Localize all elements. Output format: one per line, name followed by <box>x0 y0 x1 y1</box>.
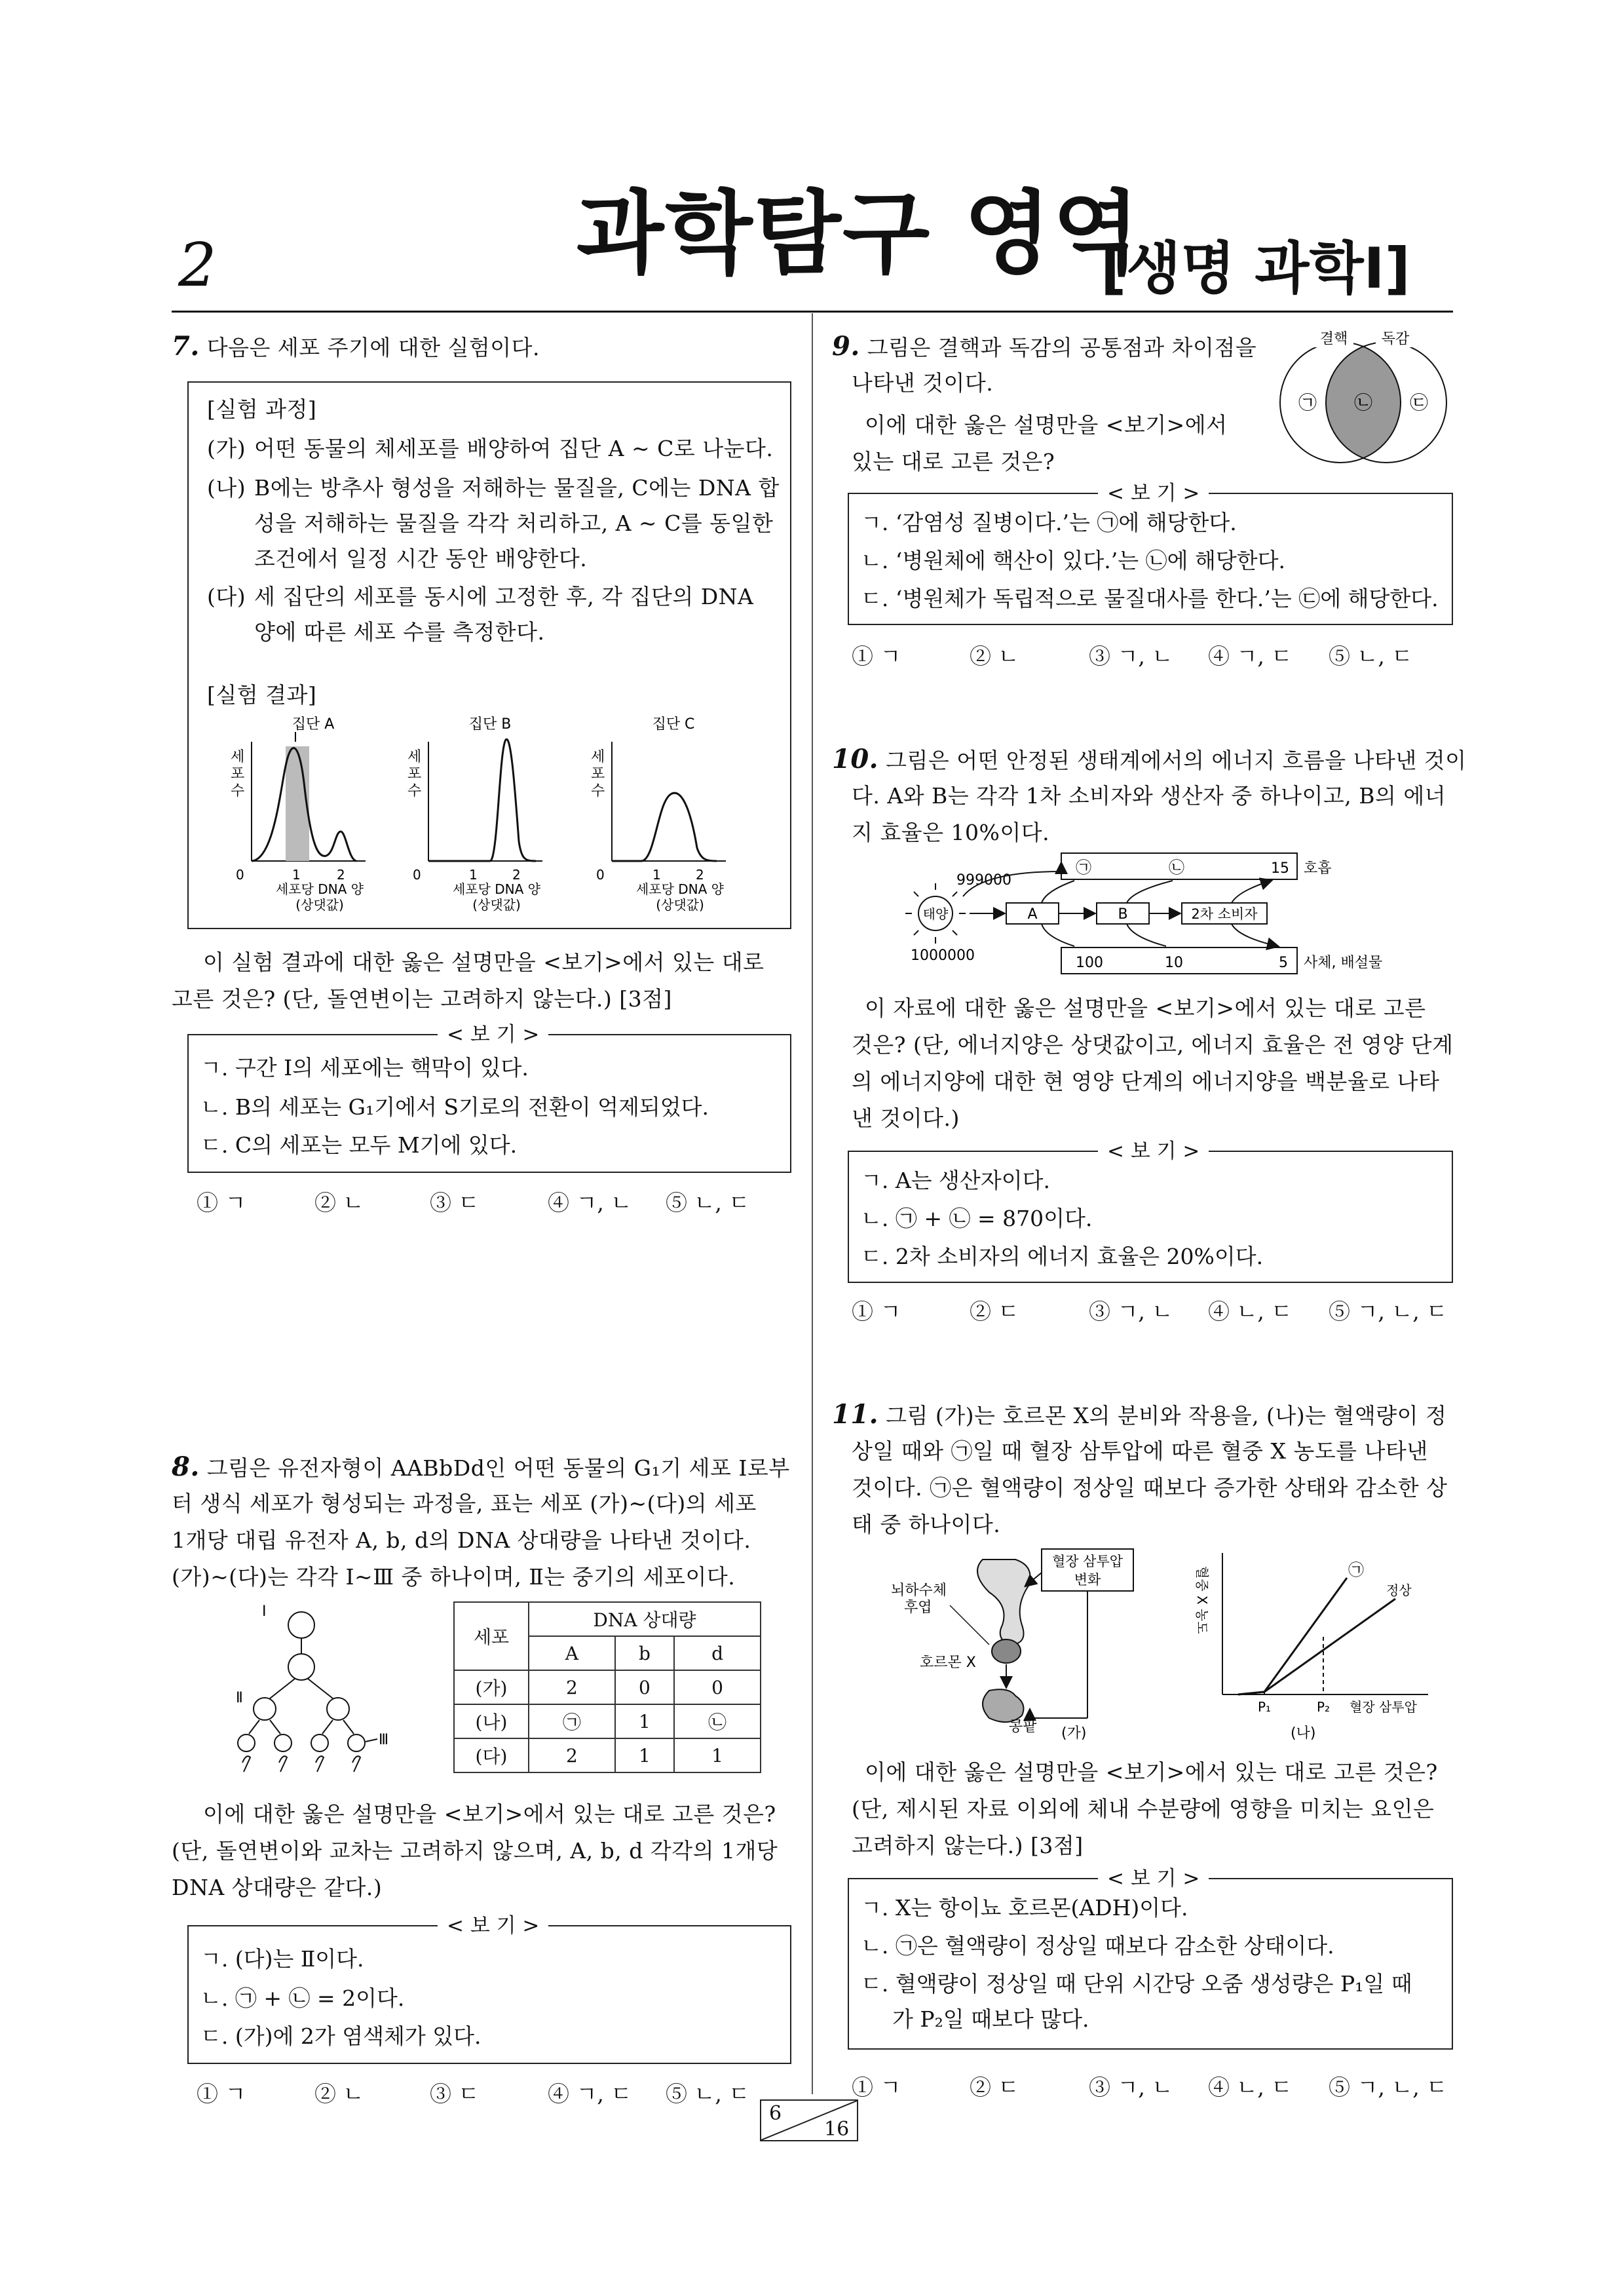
q10-stem-1 <box>832 740 1466 779</box>
q8-stem-3: 1개당 대립 유전자 A, b, d의 DNA 상대량을 나타낸 것이다. <box>172 1527 751 1553</box>
q10-sun-bottom-value: 1000000 <box>911 947 975 964</box>
q10-number: 10. <box>832 744 879 775</box>
q8-cell-value: 1 <box>615 1738 674 1772</box>
q11-kidney-shape <box>983 1689 1023 1722</box>
q7-experiment-box <box>187 381 791 929</box>
q11-graph-na <box>1179 1546 1454 1743</box>
q9-venn-v3: ㉢ <box>1409 392 1429 413</box>
q11-p1-label: P₁ <box>1258 1699 1272 1715</box>
q7-graph-a <box>231 716 366 913</box>
q9-venn-v2: ㉡ <box>1353 392 1373 413</box>
q7-graph-c-ylabel-2: 포 <box>591 766 605 782</box>
q7-stem <box>172 328 540 366</box>
q8-choice-2[interactable]: ② ㄴ <box>314 2081 364 2107</box>
q7-bogi-1: ㄱ. 구간 Ⅰ의 세포에는 핵막이 있다. <box>200 1055 529 1081</box>
q11-bogi-box <box>848 1867 1453 2050</box>
q9-venn-label-right: 독감 <box>1381 331 1410 347</box>
q7-graph-b-tick-0: 0 <box>413 867 421 883</box>
q8-row-label: (다) <box>454 1738 529 1772</box>
q11-curve-normal <box>1238 1599 1395 1694</box>
q10-question-4: 낸 것이다.) <box>852 1105 960 1131</box>
q7-graph-a-ylabel-1: 세 <box>231 749 245 765</box>
q8-cell-value: 0 <box>674 1670 761 1704</box>
q7-proc-title: [실험 과정] <box>207 396 317 422</box>
q10-dead-2: 10 <box>1165 955 1183 971</box>
q8-cell-value: ㉡ <box>674 1704 761 1738</box>
q10-node-A-label: A <box>1027 906 1038 923</box>
q11-stem-1-text: 그림 (가)는 호르몬 X의 분비와 작용을, (나)는 혈액량이 정 <box>886 1403 1447 1428</box>
q10-resp-1: ㉠ <box>1076 858 1091 877</box>
q11-stem-3: 것이다. ㉠은 혈액량이 정상일 때보다 증가한 상태와 감소한 상 <box>852 1475 1448 1501</box>
q8-cell-value: 1 <box>674 1738 761 1772</box>
q9-venn-v1: ㉠ <box>1298 392 1317 413</box>
q7-proc-na-2: 성을 저해하는 물질을 각각 처리하고, A ~ C를 동일한 <box>254 510 774 536</box>
q8-label-III: Ⅲ <box>379 1732 389 1748</box>
q9-venn-diagram <box>1268 321 1458 472</box>
q11-graph-ylabel: 혈중 X 농도 <box>1194 1566 1210 1634</box>
q9-question-1: 이에 대한 옳은 설명만을 <보기>에서 <box>865 412 1228 438</box>
q11-figure-ga-label: (가) <box>1061 1725 1087 1742</box>
q7-proc-da-label: (다) <box>207 584 246 609</box>
q8-cell-I <box>288 1612 314 1638</box>
q11-bogi-1: ㄱ. X는 항이뇨 호르몬(ADH)이다. <box>861 1895 1188 1921</box>
q11-pituitary-label-2: 후엽 <box>904 1599 932 1616</box>
q7-graph-b-tick-1: 1 <box>469 867 478 883</box>
q7-proc-na-1: B에는 방추사 형성을 저해하는 물질을, C에는 DNA 합 <box>254 475 780 501</box>
column-divider <box>812 313 813 2094</box>
q11-stem-2: 상일 때와 ㉠일 때 혈장 삼투압에 따른 혈중 X 농도를 나타낸 <box>852 1438 1428 1464</box>
q10-sun-label: 태양 <box>922 906 949 922</box>
q7-graph-c-ylabel-3: 수 <box>591 783 605 799</box>
q7-graph-a-ylabel-3: 수 <box>231 783 245 799</box>
q8-cell-division-figure <box>223 1599 419 1776</box>
q7-graph-a-tick-0: 0 <box>236 867 244 883</box>
q7-choice-1[interactable]: ① ㄱ <box>197 1190 246 1215</box>
q7-proc-da-2: 양에 따른 세포 수를 측정한다. <box>254 619 545 645</box>
q11-p2-label: P₂ <box>1317 1699 1331 1715</box>
q7-graph-c-xunit: (상댓값) <box>656 897 704 913</box>
q7-graph-b-curve <box>428 739 536 861</box>
q7-graph-c-xlabel: 세포당 DNA 양 <box>635 881 725 897</box>
q10-resp-2: ㉡ <box>1169 858 1184 877</box>
footer-total: 16 <box>824 2118 850 2141</box>
q10-question-1: 이 자료에 대한 옳은 설명만을 <보기>에서 있는 대로 고른 <box>865 995 1426 1021</box>
q9-stem-1 <box>832 328 1256 366</box>
q7-graph-c-curve <box>612 793 717 861</box>
q7-graph-a-interval-label: Ⅰ <box>293 729 297 745</box>
q7-graph-b <box>407 716 542 913</box>
q7-question-1: 이 실험 결과에 대한 옳은 설명만을 <보기>에서 있는 대로 <box>203 949 765 975</box>
q7-proc-da-1: 세 집단의 세포를 동시에 고정한 후, 각 집단의 DNA <box>254 584 754 609</box>
q7-result-title: [실험 결과] <box>207 682 317 708</box>
q8-choice-3[interactable]: ③ ㄷ <box>430 2081 480 2107</box>
q10-stem-2: 다. A와 B는 각각 1차 소비자와 생산자 중 하나이고, B의 에너 <box>852 783 1446 809</box>
q7-graph-b-ylabel-3: 수 <box>407 783 422 799</box>
q9-choice-3[interactable]: ③ ㄱ, ㄴ <box>1089 643 1173 669</box>
q7-choice-2[interactable]: ② ㄴ <box>314 1190 364 1215</box>
q8-bogi-3: ㄷ. (가)에 2가 염색체가 있다. <box>200 2023 482 2049</box>
q10-bogi-3: ㄷ. 2차 소비자의 에너지 효율은 20%이다. <box>861 1244 1264 1269</box>
q10-sun <box>905 883 966 944</box>
q9-bogi-box <box>848 482 1453 625</box>
q11-question-2: (단, 제시된 자료 이외에 체내 수분량에 영향을 미치는 요인은 <box>852 1796 1435 1822</box>
q8-bogi-2: ㄴ. ㉠ + ㉡ = 2이다. <box>200 1985 405 2011</box>
q10-resp-3: 15 <box>1271 860 1289 877</box>
q11-question-3: 고려하지 않는다.) [3점] <box>852 1833 1084 1858</box>
q7-graph-b-xlabel: 세포당 DNA 양 <box>452 881 541 897</box>
q8-table-header-dna: DNA 상대량 <box>529 1602 761 1636</box>
q10-choice-4[interactable]: ④ ㄴ, ㄷ <box>1208 1299 1293 1324</box>
q9-stem-2: 나타낸 것이다. <box>852 370 994 396</box>
q11-choice-2[interactable]: ② ㄷ <box>970 2075 1019 2100</box>
q7-graph-c <box>591 716 726 913</box>
q7-bogi-2: ㄴ. B의 세포는 G₁기에서 S기로의 전환이 억제되었다. <box>200 1094 709 1120</box>
q8-cell-middle <box>288 1654 314 1680</box>
q8-label-II: Ⅱ <box>236 1690 243 1706</box>
q9-bogi-1: ㄱ. ‘감염성 질병이다.’는 ㉠에 해당한다. <box>861 510 1237 535</box>
q7-bogi-3: ㄷ. C의 세포는 모두 M기에 있다. <box>200 1132 518 1158</box>
q11-graph-xlabel: 혈장 삼투압 <box>1350 1699 1417 1715</box>
q8-cell-value: 1 <box>615 1704 674 1738</box>
q9-bogi-2: ㄴ. ‘병원체에 핵산이 있다.’는 ㉡에 해당한다. <box>861 548 1285 573</box>
q8-stem-1-text: 그림은 유전자형이 AABbDd인 어떤 동물의 G₁기 세포 Ⅰ로부 <box>206 1455 790 1481</box>
q7-graph-c-ylabel-1: 세 <box>591 749 605 765</box>
q8-number: 8. <box>172 1451 200 1482</box>
q10-stem-1-text: 그림은 어떤 안정된 생태계에서의 에너지 흐름을 나타낸 것이 <box>886 748 1467 773</box>
q8-choice-5[interactable]: ⑤ ㄴ, ㄷ <box>666 2081 750 2107</box>
q7-bogi-title: < 보 기 > <box>438 1022 548 1048</box>
q8-cell-value: 0 <box>615 1670 674 1704</box>
q11-hormone-label: 호르몬 X <box>920 1655 976 1671</box>
q7-choice-5[interactable]: ⑤ ㄴ, ㄷ <box>666 1190 750 1215</box>
q7-graph-c-tick-0: 0 <box>596 867 605 883</box>
q10-resp-label: 호흡 <box>1304 860 1332 877</box>
q8-question-1: 이에 대한 옳은 설명만을 <보기>에서 있는 대로 고른 것은? <box>203 1801 776 1827</box>
q10-stem-3: 지 효율은 10%이다. <box>852 820 1050 845</box>
q7-graph-c-tick-1: 1 <box>652 867 661 883</box>
q10-sun-top-value: 999000 <box>956 872 1011 889</box>
q10-node-B-label: B <box>1118 906 1128 923</box>
header-rule <box>172 311 1453 313</box>
q10-bogi-2: ㄴ. ㉠ + ㉡ = 870이다. <box>861 1206 1093 1231</box>
q7-proc-ga-label: (가) <box>207 436 246 461</box>
q9-choice-5[interactable]: ⑤ ㄴ, ㄷ <box>1329 643 1413 669</box>
q9-number: 9. <box>832 331 860 362</box>
q8-table-row <box>454 1670 761 1704</box>
q11-curve-abnormal <box>1238 1578 1347 1694</box>
q8-gametes <box>242 1756 360 1772</box>
subject-title: [생명 과학Ⅰ] <box>1101 236 1410 301</box>
q7-graph-b-ylabel-1: 세 <box>407 749 422 765</box>
q11-kidney-label: 콩팥 <box>1009 1719 1037 1735</box>
q7-graph-a-title: 집단 A <box>292 716 335 733</box>
q7-graph-a-xunit: (상댓값) <box>295 897 344 913</box>
q8-row-label: (나) <box>454 1704 529 1738</box>
q8-table-col-d: d <box>674 1636 761 1670</box>
q11-number: 11. <box>832 1399 879 1430</box>
q11-hypothalamus-shape <box>977 1559 1030 1645</box>
q8-stem-2: 터 생식 세포가 형성되는 과정을, 표는 세포 (가)~(다)의 세포 <box>172 1491 757 1516</box>
q10-bogi-1: ㄱ. A는 생산자이다. <box>861 1168 1050 1193</box>
q10-choice-3[interactable]: ③ ㄱ, ㄴ <box>1089 1299 1173 1324</box>
q8-table-row <box>454 1704 761 1738</box>
q8-bogi-box <box>187 1914 791 2064</box>
q11-choice-4[interactable]: ④ ㄴ, ㄷ <box>1208 2075 1293 2100</box>
q7-question-2: 고른 것은? (단, 돌연변이는 고려하지 않는다.) [3점] <box>172 986 672 1012</box>
q8-row-label: (가) <box>454 1670 529 1704</box>
q7-number: 7. <box>172 331 200 362</box>
q9-bogi-3: ㄷ. ‘병원체가 독립적으로 물질대사를 한다.’는 ㉢에 해당한다. <box>861 586 1439 611</box>
q10-dead-label: 사체, 배설물 <box>1304 955 1383 971</box>
page-title: 과학탐구 영역 <box>576 181 1141 286</box>
q7-graph-b-ylabel-2: 포 <box>407 766 422 782</box>
q11-curve-abnormal-label: ㉠ <box>1348 1561 1364 1579</box>
q11-bogi-3-2: 가 P₂일 때보다 많다. <box>892 2006 1089 2032</box>
page-number: 2 <box>178 230 217 300</box>
q8-cell-value: 2 <box>529 1670 615 1704</box>
q7-graph-b-xunit: (상댓값) <box>472 897 521 913</box>
q11-stem-1 <box>832 1396 1446 1434</box>
q7-stem-text: 다음은 세포 주기에 대한 실험이다. <box>206 335 540 360</box>
q7-graph-a-ylabel-2: 포 <box>231 766 245 782</box>
q10-bogi-title: < 보 기 > <box>1098 1138 1209 1164</box>
q7-graph-a-xlabel: 세포당 DNA 양 <box>275 881 364 897</box>
q7-graph-a-tick-2: 2 <box>337 867 345 883</box>
q7-graph-a-tick-1: 1 <box>292 867 301 883</box>
q7-graph-b-tick-2: 2 <box>512 867 521 883</box>
q8-stem-4: (가)~(다)는 각각 Ⅰ~Ⅲ 중 하나이며, Ⅱ는 중기의 세포이다. <box>172 1564 736 1590</box>
q11-pituitary-label-1: 뇌하수체 <box>891 1582 947 1599</box>
q8-bogi-1: ㄱ. (다)는 Ⅱ이다. <box>200 1946 364 1972</box>
q7-proc-na-label: (나) <box>207 475 246 501</box>
q8-label-I: Ⅰ <box>262 1603 267 1620</box>
q11-question-1: 이에 대한 옳은 설명만을 <보기>에서 있는 대로 고른 것은? <box>865 1759 1438 1785</box>
q7-choice-4[interactable]: ④ ㄱ, ㄴ <box>548 1190 632 1215</box>
q9-question-2: 있는 대로 고른 것은? <box>852 449 1055 474</box>
q8-stem-1 <box>172 1448 790 1487</box>
q11-bogi-3-1: ㄷ. 혈액량이 정상일 때 단위 시간당 오줌 생성량은 P₁일 때 <box>861 1971 1412 1997</box>
q8-cell-III <box>348 1734 365 1751</box>
q8-bogi-title: < 보 기 > <box>438 1913 548 1939</box>
q8-table-col-b: b <box>615 1636 674 1670</box>
q8-choice-4[interactable]: ④ ㄱ, ㄷ <box>548 2081 632 2107</box>
q11-stem-4: 태 중 하나이다. <box>852 1512 1001 1537</box>
q11-choice-1[interactable]: ① ㄱ <box>852 2075 901 2100</box>
q10-choice-5[interactable]: ⑤ ㄱ, ㄴ, ㄷ <box>1329 1299 1448 1324</box>
q7-graph-c-title: 집단 C <box>652 716 695 733</box>
q8-choice-1[interactable]: ① ㄱ <box>197 2081 246 2107</box>
q11-osmotic-label-2: 변화 <box>1074 1572 1101 1588</box>
q11-osmotic-label-1: 혈장 삼투압 <box>1051 1554 1124 1569</box>
q8-question-2: (단, 돌연변이와 교차는 고려하지 않으며, A, b, d 각각의 1개당 <box>172 1838 778 1864</box>
q10-energy-flow-diagram <box>904 852 1428 976</box>
q9-venn-label-left: 결핵 <box>1319 331 1348 347</box>
q10-bogi-box <box>848 1139 1453 1283</box>
q11-figure-ga <box>878 1546 1153 1743</box>
q7-graph-c-tick-2: 2 <box>696 867 704 883</box>
q11-bogi-2: ㄴ. ㉠은 혈액량이 정상일 때보다 감소한 상태이다. <box>861 1933 1334 1959</box>
q10-node-2nd-label: 2차 소비자 <box>1191 906 1258 922</box>
q10-dead-3: 5 <box>1279 955 1288 971</box>
q11-choice-3[interactable]: ③ ㄱ, ㄴ <box>1089 2075 1173 2100</box>
q7-proc-ga: 어떤 동물의 체세포를 배양하여 집단 A ~ C로 나눈다. <box>254 436 774 461</box>
q9-choice-1[interactable]: ① ㄱ <box>852 643 901 669</box>
q8-cell-II <box>254 1698 276 1720</box>
q9-bogi-title: < 보 기 > <box>1098 480 1209 507</box>
q11-choice-5[interactable]: ⑤ ㄱ, ㄴ, ㄷ <box>1329 2075 1448 2100</box>
q9-stem-1-text: 그림은 결핵과 독감의 공통점과 차이점을 <box>867 335 1257 360</box>
q8-table-col-A: A <box>529 1636 615 1670</box>
q10-question-2: 것은? (단, 에너지양은 상댓값이고, 에너지 효율은 전 영양 단계 <box>852 1032 1454 1058</box>
q8-cell-value: 2 <box>529 1738 615 1772</box>
q7-proc-na-3: 조건에서 일정 시간 동안 배양한다. <box>254 546 588 571</box>
q10-question-3: 의 에너지양에 대한 현 영양 단계의 에너지양을 백분율로 나타 <box>852 1069 1440 1094</box>
q7-results-graphs <box>189 710 790 920</box>
q7-choice-3[interactable]: ③ ㄷ <box>430 1190 480 1215</box>
q7-bogi-box <box>187 1023 791 1173</box>
q8-cell-value: ㉠ <box>529 1704 615 1738</box>
q11-curve-normal-label: 정상 <box>1386 1582 1412 1598</box>
q10-choice-1[interactable]: ① ㄱ <box>852 1299 901 1324</box>
q10-dead-1: 100 <box>1076 955 1103 971</box>
q8-question-3: DNA 상대량은 같다.) <box>172 1875 383 1900</box>
q11-pituitary-shape <box>992 1639 1021 1663</box>
q8-table-row <box>454 1738 761 1772</box>
q8-dna-table <box>453 1601 761 1773</box>
q9-choice-4[interactable]: ④ ㄱ, ㄷ <box>1208 643 1293 669</box>
q11-bogi-title: < 보 기 > <box>1098 1866 1209 1892</box>
q11-graph-na-label: (나) <box>1291 1725 1316 1742</box>
page-footer <box>760 2099 858 2141</box>
q8-table-header-cell: 세포 <box>454 1602 529 1670</box>
q7-graph-b-title: 집단 B <box>468 716 512 733</box>
q9-choice-2[interactable]: ② ㄴ <box>970 643 1019 669</box>
q10-choice-2[interactable]: ② ㄷ <box>970 1299 1019 1324</box>
footer-page: 6 <box>769 2102 782 2125</box>
